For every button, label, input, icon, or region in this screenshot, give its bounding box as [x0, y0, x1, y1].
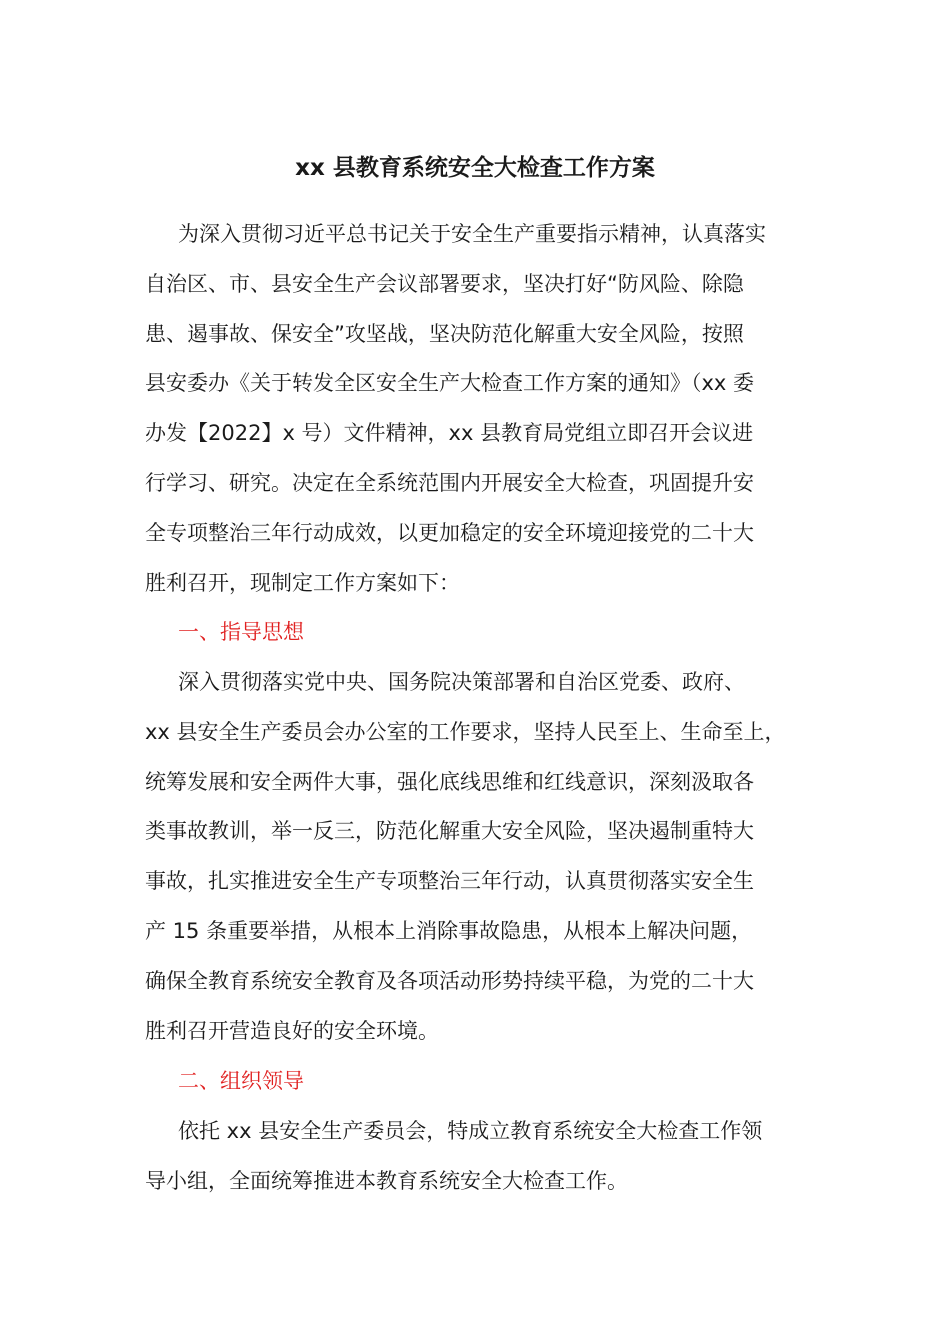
section1-line: 事故，扎实推进安全生产专项整治三年行动，认真贯彻落实安全生 — [145, 869, 754, 893]
section1-line: xx 县安全生产委员会办公室的工作要求，坚持人民至上、生命至上， — [145, 720, 786, 744]
section2-line: 导小组，全面统筹推进本教育系统安全大检查工作。 — [145, 1169, 628, 1193]
intro-line: 行学习、研究。决定在全系统范围内开展安全大检查，巩固提升安 — [145, 471, 754, 495]
intro-line: 胜利召开，现制定工作方案如下： — [145, 571, 460, 595]
section-heading-guiding-ideology: 一、指导思想 — [178, 620, 304, 644]
section-heading-organization: 二、组织领导 — [178, 1069, 304, 1093]
section1-line: 深入贯彻落实党中央、国务院决策部署和自治区党委、政府、 — [178, 670, 745, 694]
section1-line: 确保全教育系统安全教育及各项活动形势持续平稳，为党的二十大 — [145, 969, 754, 993]
intro-line: 为深入贯彻习近平总书记关于安全生产重要指示精神，认真落实 — [178, 222, 766, 246]
intro-line: 县安委办《关于转发全区安全生产大检查工作方案的通知》（xx 委 — [145, 371, 755, 395]
section1-line: 统筹发展和安全两件大事，强化底线思维和红线意识，深刻汲取各 — [145, 770, 754, 794]
intro-line: 自治区、市、县安全生产会议部署要求，坚决打好“防风险、除隐 — [145, 272, 744, 296]
section1-line: 类事故教训，举一反三，防范化解重大安全风险，坚决遏制重特大 — [145, 819, 754, 843]
section1-line: 胜利召开营造良好的安全环境。 — [145, 1019, 439, 1043]
document-title: xx 县教育系统安全大检查工作方案 — [295, 155, 655, 181]
intro-line: 患、遏事故、保安全”攻坚战，坚决防范化解重大安全风险，按照 — [145, 322, 744, 346]
intro-line: 全专项整治三年行动成效，以更加稳定的安全环境迎接党的二十大 — [145, 521, 754, 545]
section2-line: 依托 xx 县安全生产委员会，特成立教育系统安全大检查工作领 — [178, 1119, 763, 1143]
section1-line: 产 15 条重要举措，从根本上消除事故隐患，从根本上解决问题， — [145, 919, 753, 943]
intro-line: 办发【2022】x 号）文件精神，xx 县教育局党组立即召开会议进 — [145, 421, 754, 445]
